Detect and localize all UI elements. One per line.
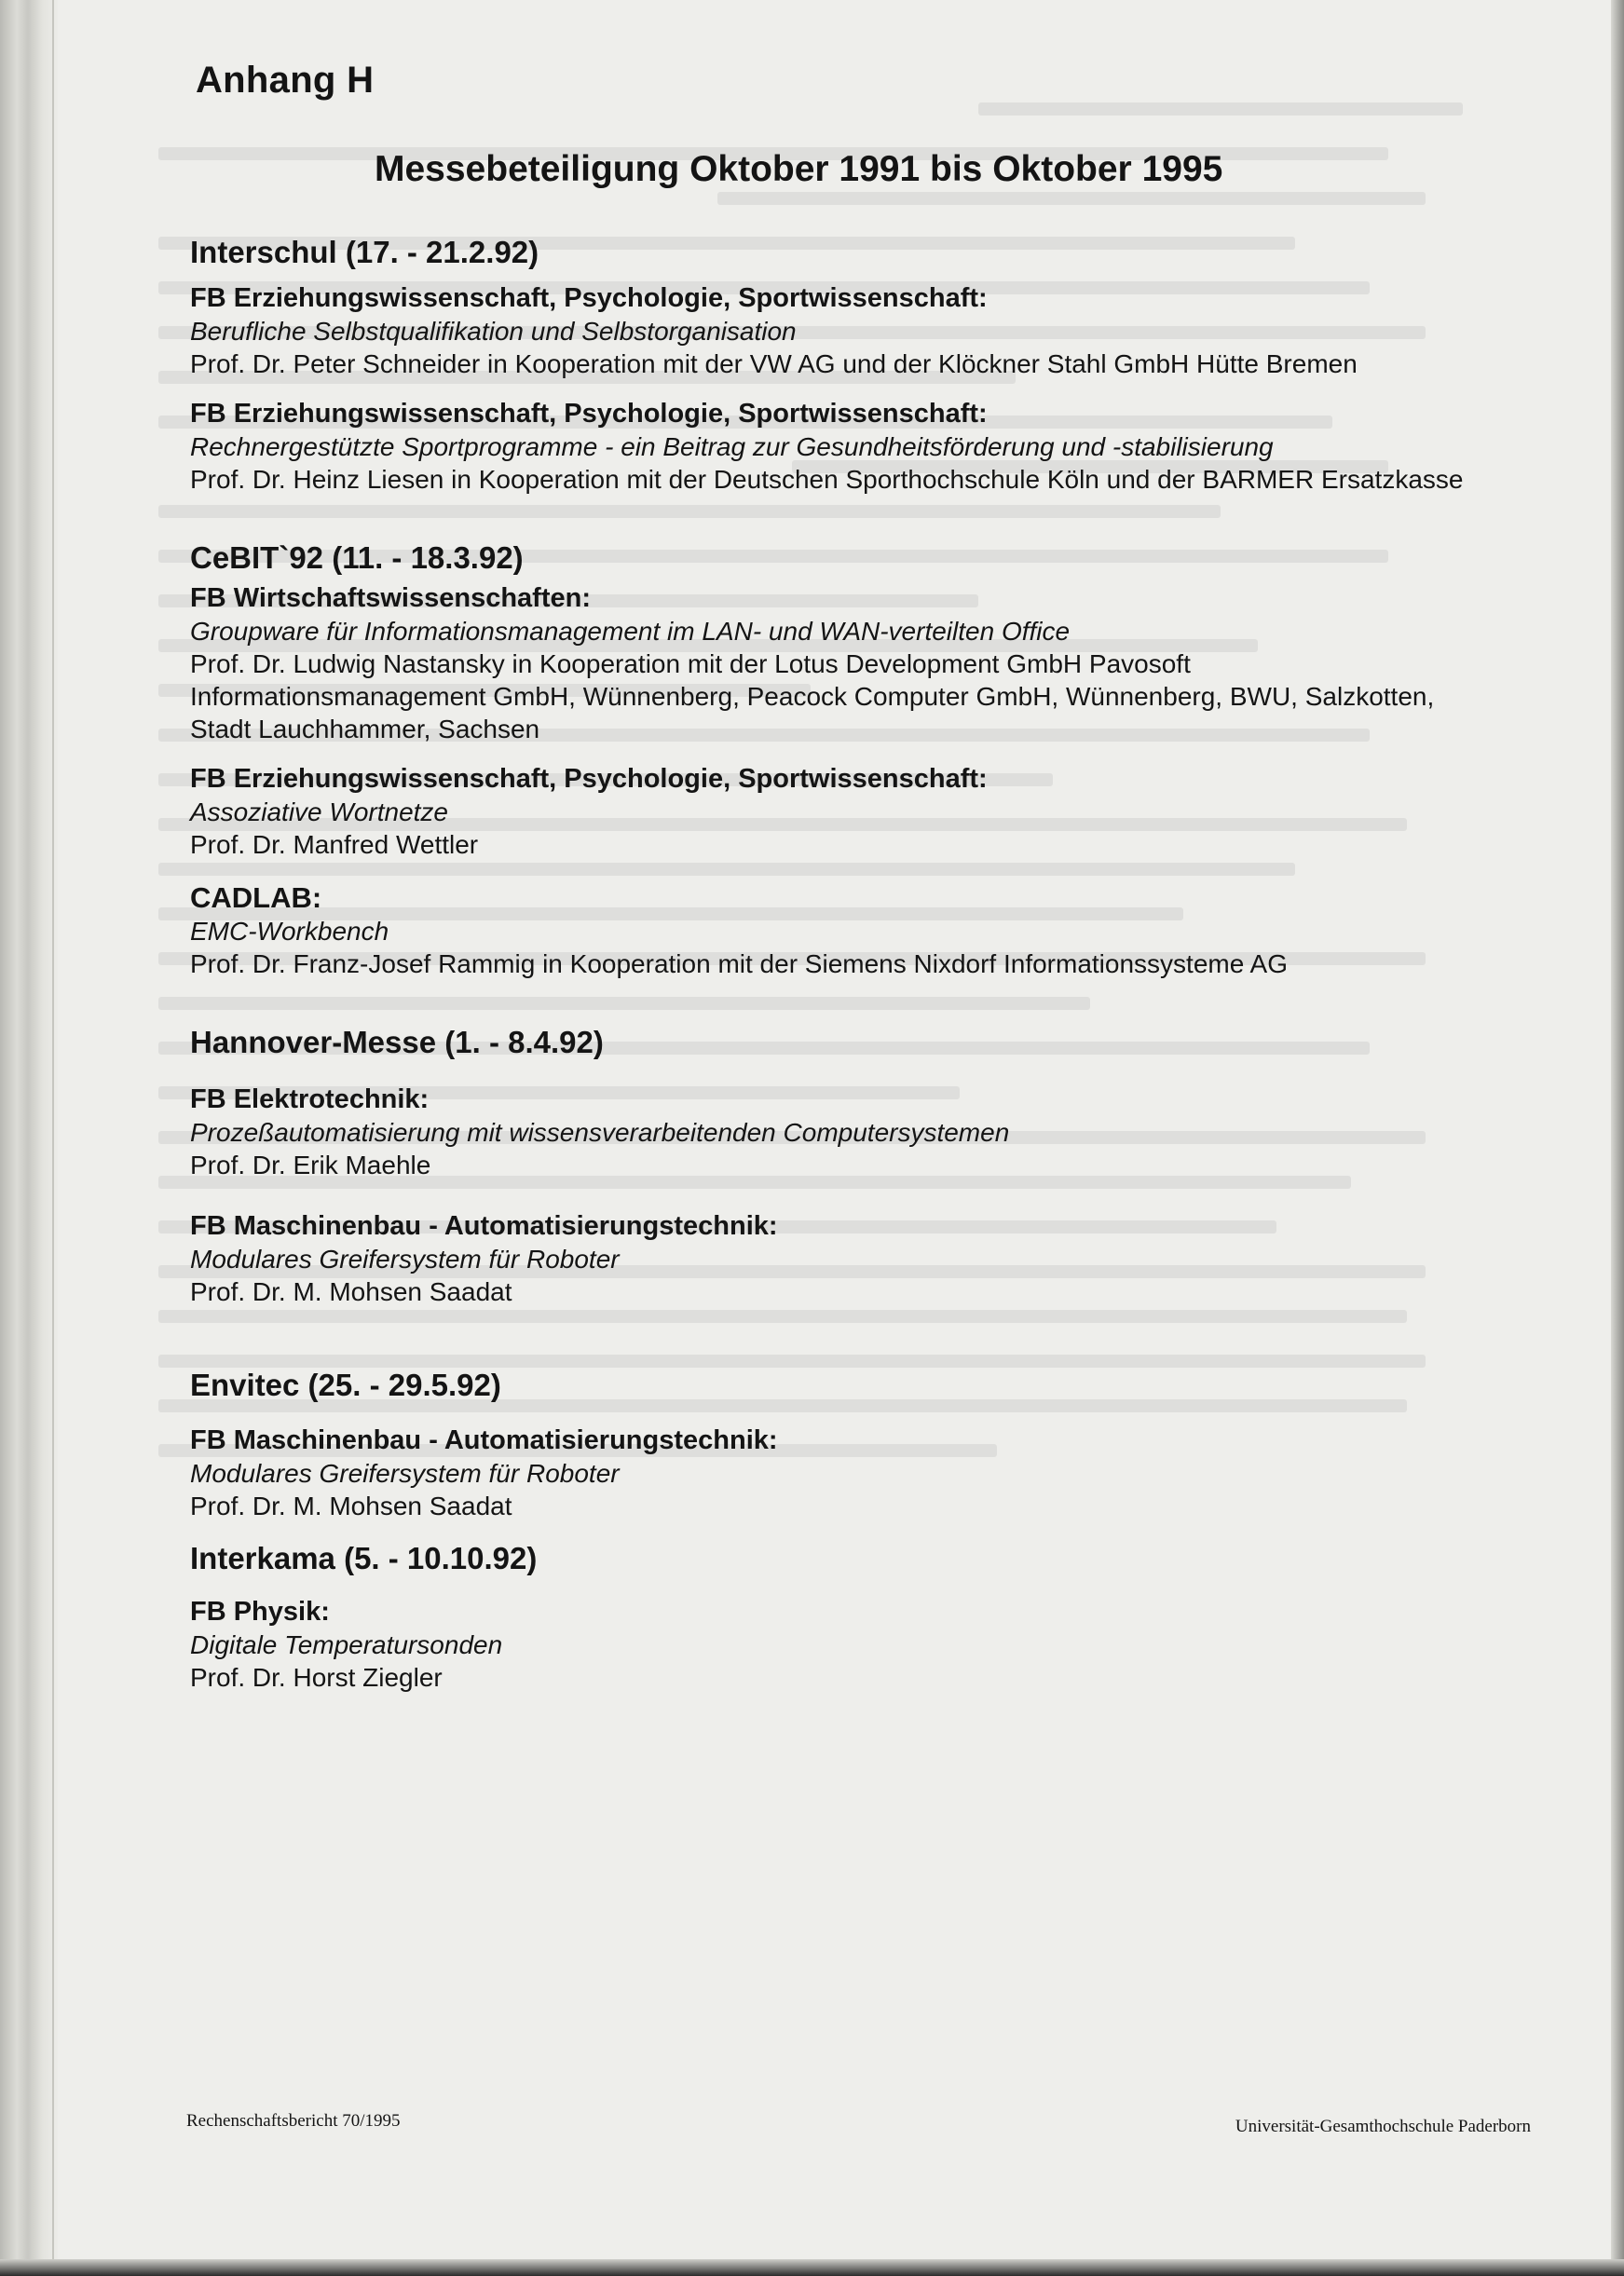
- exhibit-topic: Groupware für Informationsmanagement im LAN- und WAN-verteilten Office: [190, 617, 1071, 646]
- exhibitor: Prof. Dr. Peter Schneider in Kooperation mit der VW AG und der Klöckner Stahl GmbH Hütte Bremen: [190, 349, 1358, 378]
- exhibitor: Prof. Dr. Erik Maehle: [190, 1151, 431, 1179]
- department: FB Erziehungswissenschaft, Psychologie, Sportwissenschaft:: [190, 399, 988, 429]
- exhibit-topic: Berufliche Selbstqualifikation und Selbstorganisation: [190, 317, 797, 346]
- department: CADLAB:: [190, 881, 322, 914]
- page-bottom-edge: [0, 2259, 1624, 2276]
- fair-entry: [190, 1209, 1541, 1308]
- fair-entry: [190, 1424, 1541, 1522]
- fair-title: CeBIT`92 (11. - 18.3.92): [190, 540, 524, 575]
- fair-entry: [190, 1083, 1541, 1181]
- fair-entry: [190, 581, 1541, 745]
- department: FB Physik:: [190, 1597, 330, 1627]
- fair-entry: [190, 397, 1541, 496]
- exhibitor: Prof. Dr. M. Mohsen Saadat: [190, 1492, 512, 1520]
- fair-hannover-messe: [190, 1023, 1541, 1308]
- department: FB Elektrotechnik:: [190, 1084, 430, 1114]
- fair-title: Hannover-Messe (1. - 8.4.92): [190, 1025, 604, 1059]
- fair-entry: [190, 881, 1541, 980]
- fair-cebit: [190, 538, 1541, 980]
- fair-interkama: [190, 1539, 1541, 1694]
- exhibit-topic: Modulares Greifersystem für Roboter: [190, 1459, 620, 1488]
- fair-entry: [190, 1595, 1541, 1694]
- fair-list: [190, 233, 1541, 1737]
- exhibit-topic: EMC-Workbench: [190, 917, 389, 946]
- exhibitor: Prof. Dr. Horst Ziegler: [190, 1663, 443, 1692]
- exhibitor: Prof. Dr. Heinz Liesen in Kooperation mit der Deutschen Sporthochschule Köln und der BARMER Ersatzkasse: [190, 465, 1464, 494]
- fair-entry: [190, 281, 1541, 380]
- page-right-edge: [1611, 0, 1624, 2276]
- appendix-label: Anhang H: [196, 60, 375, 101]
- exhibitor: Prof. Dr. Ludwig Nastansky in Kooperation mit der Lotus Development GmbH Pavosoft Informationsmanagement GmbH, Wünnenberg, Peacock Computer GmbH, Wünnenberg, BWU, Salzkotten, Stadt Lauchhammer, Sachsen: [190, 649, 1435, 743]
- exhibitor: Prof. Dr. Manfred Wettler: [190, 830, 479, 859]
- page-binding-edge: [0, 0, 58, 2276]
- exhibitor: Prof. Dr. Franz-Josef Rammig in Kooperation mit der Siemens Nixdorf Informationssysteme AG: [190, 949, 1288, 978]
- exhibit-topic: Prozeßautomatisierung mit wissensverarbeitenden Computersystemen: [190, 1118, 1010, 1147]
- department: FB Wirtschaftswissenschaften:: [190, 583, 592, 613]
- fair-title: Interschul (17. - 21.2.92): [190, 235, 539, 269]
- fair-interschul: [190, 233, 1541, 496]
- fair-title: Envitec (25. - 29.5.92): [190, 1368, 501, 1402]
- department: FB Erziehungswissenschaft, Psychologie, Sportwissenschaft:: [190, 764, 988, 794]
- footer-university: Universität-Gesamthochschule Paderborn: [1235, 2117, 1531, 2136]
- department: FB Erziehungswissenschaft, Psychologie, Sportwissenschaft:: [190, 283, 988, 313]
- exhibit-topic: Assoziative Wortnetze: [190, 797, 448, 826]
- fair-entry: [190, 762, 1541, 861]
- exhibit-topic: Rechnergestützte Sportprogramme - ein Beitrag zur Gesundheitsförderung und -stabilisierung: [190, 432, 1274, 461]
- footer-report-label: Rechenschaftsbericht 70/1995: [186, 2111, 401, 2131]
- fair-title: Interkama (5. - 10.10.92): [190, 1541, 538, 1575]
- exhibitor: Prof. Dr. M. Mohsen Saadat: [190, 1277, 512, 1306]
- exhibit-topic: Modulares Greifersystem für Roboter: [190, 1245, 620, 1274]
- department: FB Maschinenbau - Automatisierungstechnik:: [190, 1425, 778, 1455]
- department: FB Maschinenbau - Automatisierungstechnik:: [190, 1211, 778, 1241]
- fair-envitec: [190, 1366, 1541, 1522]
- page-title: Messebeteiligung Oktober 1991 bis Oktober 1995: [375, 149, 1223, 189]
- exhibit-topic: Digitale Temperatursonden: [190, 1630, 503, 1659]
